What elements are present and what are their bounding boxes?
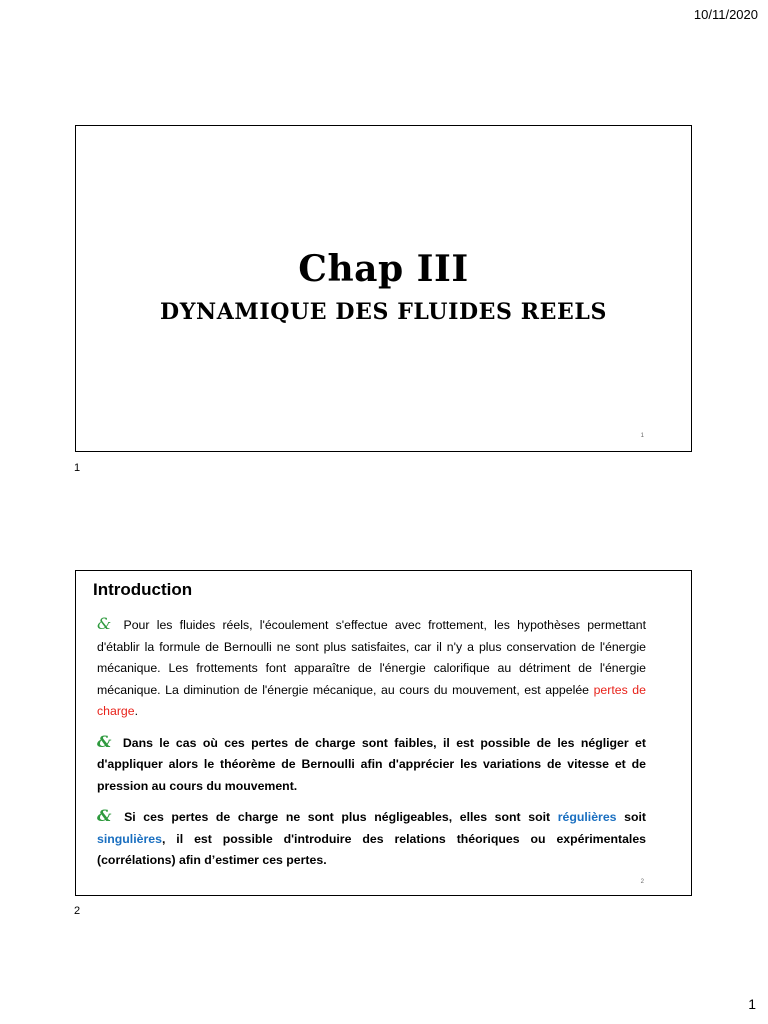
bullet-icon: & (97, 614, 112, 633)
paragraph-2-text: Dans le cas où ces pertes de charge sont faibles, il est possible de les négliger et d'appliquer alors le théorème de Bernoulli afin d'apprécier les variations de vitesse et de pression au cours du mouvement. (97, 735, 646, 793)
slide-body (97, 613, 646, 880)
highlight-singulieres: singulières (97, 831, 162, 846)
slide-label: 1 (74, 462, 81, 474)
bullet-icon: & (97, 806, 112, 825)
slide-heading: Introduction (93, 580, 193, 599)
chapter-title: Chap III (298, 248, 469, 290)
paragraph-2 (97, 731, 646, 798)
paragraph-3 (97, 805, 646, 872)
slide-2 (75, 570, 692, 896)
highlight-regulieres: régulières (557, 810, 617, 824)
paragraph-3-text-2: soit (616, 810, 646, 824)
paragraph-1-end: . (134, 704, 139, 718)
paragraph-3-text-3: , il est possible d'introduire des relations théoriques ou expérimentales (corrélations) afin d’estimer ces pertes. (97, 831, 646, 867)
paragraph-1 (97, 613, 646, 723)
slide-1 (75, 125, 692, 452)
slide-number: 2 (640, 879, 644, 885)
bullet-icon: & (97, 731, 112, 751)
slide-label: 2 (74, 905, 81, 917)
paragraph-3-text-1: Si ces pertes de charge ne sont plus négligeables, elles sont soit (124, 810, 558, 824)
highlight-pertes-de-charge: pertes de charge (97, 682, 646, 718)
page-number: 1 (748, 996, 756, 1012)
paragraph-1-text: Pour les fluides réels, l'écoulement s'effectue avec frottement, les hypothèses permettant d'établir la formule de Bernoulli ne sont plus satisfaites, car il n'y a plus conservation de l'énergie mécanique. Les frottements font apparaître de l'énergie calorifique au détriment de l'énergie mécanique. La diminution de l'énergie mécanique, au cours du mouvement, est appelée (97, 618, 647, 697)
chapter-subtitle: DYNAMIQUE DES FLUIDES REELS (160, 299, 607, 325)
slide-number: 1 (640, 433, 644, 439)
page-date: 10/11/2020 (693, 7, 758, 22)
